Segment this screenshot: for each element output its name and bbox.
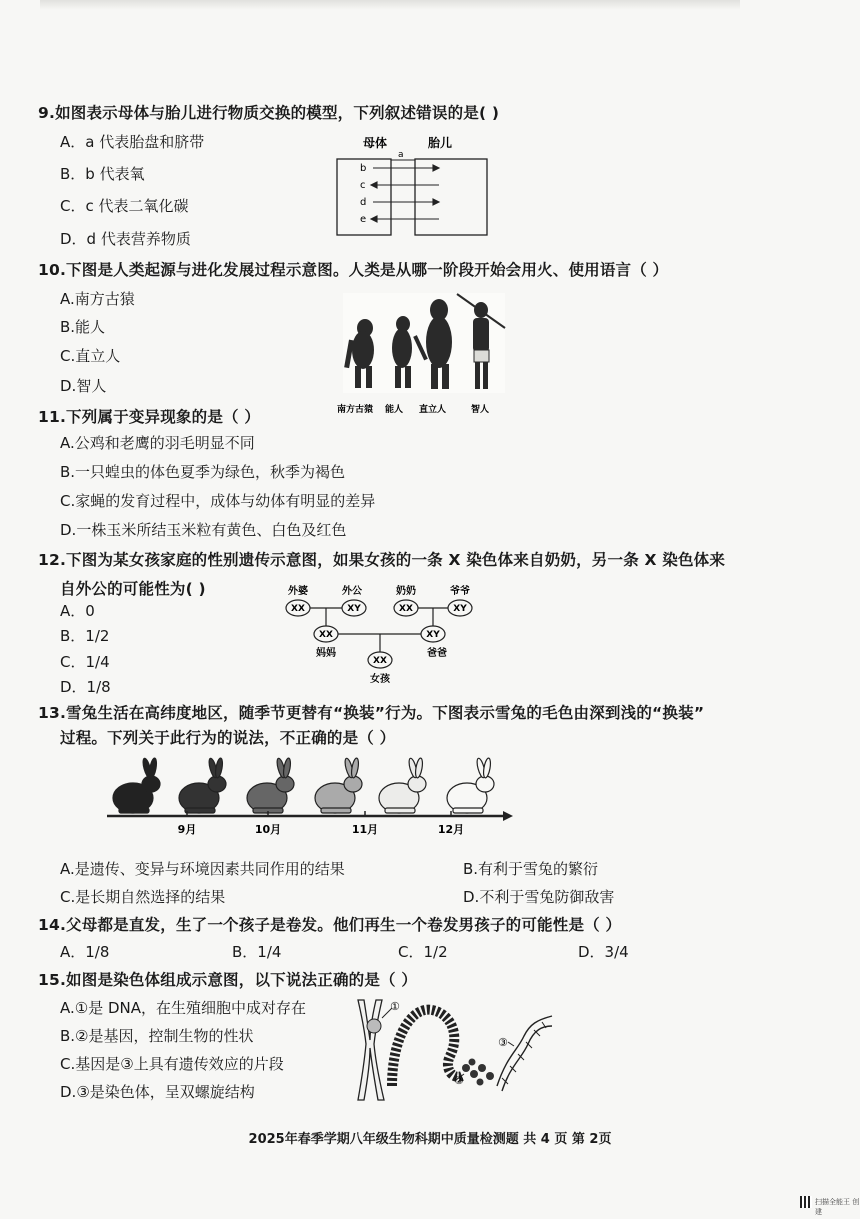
arrow-label-a: a	[398, 150, 404, 160]
q9-option-b: B．b 代表氧	[60, 165, 145, 183]
question-12-stem-line2: 自外公的可能性为( )	[60, 580, 206, 598]
snow-hare-figure	[105, 748, 515, 844]
q10-option-b: B.能人	[60, 318, 106, 336]
arrow-label-e: e	[360, 214, 367, 225]
pedigree-diagram	[282, 582, 482, 691]
hare-mid	[247, 758, 294, 813]
chromosome-zoom-point	[367, 1019, 381, 1033]
q14-option-b: B．1/4	[232, 943, 282, 961]
mother-geno: XX	[319, 630, 333, 640]
q14-option-d: D．3/4	[578, 943, 629, 961]
q15-option-b: B.②是基因，控制生物的性状	[60, 1027, 254, 1045]
marker-2: ②	[454, 1074, 464, 1087]
scanner-logo	[800, 1196, 812, 1208]
q15-option-d: D.③是染色体，呈双螺旋结构	[60, 1083, 255, 1101]
q13-option-a: A.是遗传、变异与环境因素共同作用的结果	[60, 860, 345, 878]
father-geno: XY	[426, 630, 440, 640]
placenta-exchange-diagram	[335, 133, 495, 242]
fetus-box	[415, 159, 487, 235]
q12-option-c: C．1/4	[60, 653, 110, 671]
chromosome-diagram	[352, 996, 557, 1110]
girl-label: 女孩	[370, 674, 390, 685]
scanner-watermark: 扫描全能王 创建	[815, 1198, 860, 1216]
mother-label: 母体	[363, 136, 388, 150]
q14-option-c: C．1/2	[398, 943, 448, 961]
hare-dark-2	[179, 758, 226, 813]
maternal-grandmother-label: 外婆	[288, 586, 308, 597]
q13-option-c: C.是长期自然选择的结果	[60, 888, 226, 906]
paternal-grandfather-geno: XY	[453, 604, 467, 614]
scan-artifact	[40, 0, 740, 10]
page-footer: 2025年春季学期八年级生物科期中质量检测题 共 4 页 第 2页	[248, 1132, 612, 1147]
month-tick-9: 9月	[177, 823, 197, 836]
q11-option-d: D.一株玉米所结玉米粒有黄色、白色及红色	[60, 521, 347, 539]
q9-option-a: A．a 代表胎盘和脐带	[60, 133, 205, 151]
paternal-grandfather-label: 爷爷	[450, 586, 470, 597]
question-13-stem-line2: 过程。下列关于此行为的说法，不正确的是（ ）	[60, 729, 396, 747]
q11-option-a: A.公鸡和老鹰的羽毛明显不同	[60, 434, 255, 452]
caption-australopithecus: 南方古猿	[337, 405, 374, 415]
hare-light	[315, 758, 362, 813]
maternal-grandfather-geno: XY	[347, 604, 361, 614]
q12-option-b: B．1/2	[60, 627, 110, 645]
mother-label: 妈妈	[316, 648, 336, 659]
q13-option-d: D.不利于雪兔防御敌害	[463, 888, 615, 906]
q10-option-a: A.南方古猿	[60, 290, 135, 308]
hare-white	[447, 758, 494, 813]
month-tick-10: 10月	[254, 823, 282, 836]
paternal-grandmother-label: 奶奶	[396, 586, 416, 597]
month-tick-12: 12月	[437, 823, 465, 836]
maternal-grandmother-geno: XX	[291, 604, 305, 614]
q15-option-a: A.①是 DNA，在生殖细胞中成对存在	[60, 999, 307, 1017]
q11-option-b: B.一只蝗虫的体色夏季为绿色，秋季为褐色	[60, 463, 346, 481]
question-11-stem: 11.下列属于变异现象的是（ ）	[38, 408, 261, 426]
q10-option-d: D.智人	[60, 377, 107, 395]
chromosome	[358, 1000, 384, 1100]
q11-option-c: C.家蝇的发育过程中，成体与幼体有明显的差异	[60, 492, 376, 510]
question-10-stem: 10.下图是人类起源与进化发展过程示意图。人类是从哪一阶段开始会用火、使用语言（ ）	[38, 261, 669, 279]
father-label: 爸爸	[427, 648, 447, 659]
caption-homo-sapiens: 智人	[471, 405, 490, 415]
marker-3: ③	[498, 1036, 508, 1049]
girl-geno: XX	[373, 656, 387, 666]
q14-option-a: A．1/8	[60, 943, 110, 961]
coiled-fiber	[392, 1010, 462, 1086]
caption-homo-erectus: 直立人	[419, 405, 447, 415]
q13-option-b: B.有利于雪兔的繁衍	[463, 860, 599, 878]
question-15-stem: 15.如图是染色体组成示意图，以下说法正确的是（ ）	[38, 971, 418, 989]
question-13-stem-line1: 13.雪兔生活在高纬度地区，随季节更替有“换装”行为。下图表示雪兔的毛色由深到浅的“换装”	[38, 704, 705, 722]
nucleosomes	[462, 1059, 494, 1086]
arrow-label-d: d	[360, 197, 367, 208]
q9-option-c: C．c 代表二氧化碳	[60, 197, 189, 215]
hare-dark	[113, 758, 160, 813]
q9-option-d: D．d 代表营养物质	[60, 230, 191, 248]
arrow-label-b: b	[360, 163, 367, 174]
caption-homo-habilis: 能人	[385, 405, 404, 415]
timeline-arrowhead	[503, 811, 513, 821]
arrow-label-c: c	[360, 180, 366, 191]
human-evolution-figure	[335, 288, 515, 420]
q12-option-a: A．0	[60, 602, 95, 620]
q15-option-c: C.基因是③上具有遗传效应的片段	[60, 1055, 284, 1073]
marker-1: ①	[390, 1000, 400, 1013]
question-12-stem-line1: 12.下图为某女孩家庭的性别遗传示意图，如果女孩的一条 X 染色体来自奶奶，另一条 X 染色体来	[38, 551, 726, 569]
month-tick-11: 11月	[351, 823, 379, 836]
paternal-grandmother-geno: XX	[399, 604, 413, 614]
question-14-stem: 14.父母都是直发，生了一个孩子是卷发。他们再生一个卷发男孩子的可能性是（ ）	[38, 916, 622, 934]
q12-option-d: D．1/8	[60, 678, 111, 696]
maternal-grandfather-label: 外公	[342, 586, 362, 597]
question-9-stem: 9.如图表示母体与胎儿进行物质交换的模型，下列叙述错误的是( )	[38, 104, 500, 122]
fetus-label: 胎儿	[428, 136, 453, 150]
q10-option-c: C.直立人	[60, 347, 121, 365]
hare-lighter	[379, 758, 426, 813]
